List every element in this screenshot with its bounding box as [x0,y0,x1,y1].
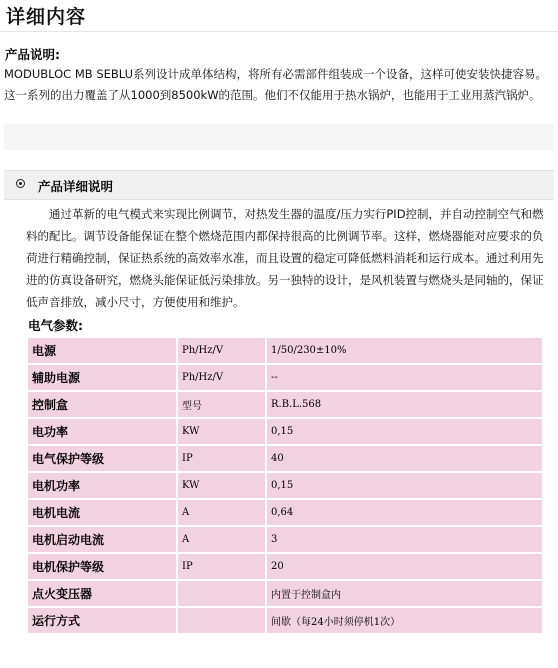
table-row [28,419,542,444]
details-section-header [4,170,554,200]
table-row [28,338,542,363]
param-unit-cell [178,581,265,606]
electrical-params-table [26,336,544,635]
table-row [28,608,542,633]
param-value-cell: 40 [267,446,542,471]
table-row [28,473,542,498]
page-title: 详细内容 [6,6,87,28]
param-name-cell: 控制盒 [28,392,176,417]
param-value-cell: -- [267,365,542,390]
param-unit-cell: Ph/Hz/V [178,365,265,390]
param-name-cell: 电机功率 [28,473,176,498]
product-description: 通过革新的电气模式来实现比例调节，对热发生器的温度/压力实行PID控制，并自动控制空气和燃料的配比。调节设备能保证在整个燃烧范围内都保持很高的比例调节率。这样，燃烧器能对应要求的负荷进行精确控制，保证热系统的高效率水准，而且设置的稳定可降低燃料消耗和运行成本。通过利用先进的仿真设备研究，燃烧头能保证低污染排放。另一独特的设计，是风机装置与燃烧头是同轴的，保证低声音排放，减小尺寸，方便使用和维护。 [26,207,544,309]
param-value-cell: 0,15 [267,473,542,498]
param-unit-cell: Ph/Hz/V [178,338,265,363]
param-unit-cell: IP [178,554,265,579]
param-value-cell: 20 [267,554,542,579]
param-value-cell: 1/50/230±10% [267,338,542,363]
param-unit-cell: IP [178,446,265,471]
table-row [28,554,542,579]
spacer-band [4,124,554,150]
param-value-cell: R.B.L.568 [267,392,542,417]
param-name-cell: 电气保护等级 [28,446,176,471]
param-name-cell: 电源 [28,338,176,363]
param-value-cell: 0,64 [267,500,542,525]
param-name-cell: 运行方式 [28,608,176,633]
param-value-cell: 间歇（每24小时须停机1次） [267,608,542,633]
intro-heading: 产品说明: [5,47,60,62]
table-row [28,500,542,525]
param-name-cell: 电机电流 [28,500,176,525]
details-section-title: 产品详细说明 [38,179,114,194]
table-row [28,392,542,417]
electrical-params-label: 电气参数: [28,318,83,333]
param-unit-cell [178,608,265,633]
table-row [28,446,542,471]
table-row [28,365,542,390]
param-name-cell: 电机启动电流 [28,527,176,552]
intro-text: MODUBLOC MB SEBLU系列设计成单体结构，将所有必需部件组装成一个设备，这样可使安装快捷容易。这一系列的出力覆盖了从1000到8500kW的范围。他们不仅能用于热水锅炉，也能用于工业用蒸汽锅炉。 [4,67,548,102]
param-name-cell: 电功率 [28,419,176,444]
title-divider [0,31,558,32]
circle-bullet-icon [16,179,25,188]
param-name-cell: 电机保护等级 [28,554,176,579]
param-unit-cell: A [178,500,265,525]
param-unit-cell: KW [178,419,265,444]
table-row [28,527,542,552]
param-value-cell: 0,15 [267,419,542,444]
param-name-cell: 点火变压器 [28,581,176,606]
param-value-cell: 内置于控制盒内 [267,581,542,606]
param-unit-cell: A [178,527,265,552]
param-value-cell: 3 [267,527,542,552]
param-unit-cell: 型号 [178,392,265,417]
param-unit-cell: KW [178,473,265,498]
param-name-cell: 辅助电源 [28,365,176,390]
table-row [28,581,542,606]
